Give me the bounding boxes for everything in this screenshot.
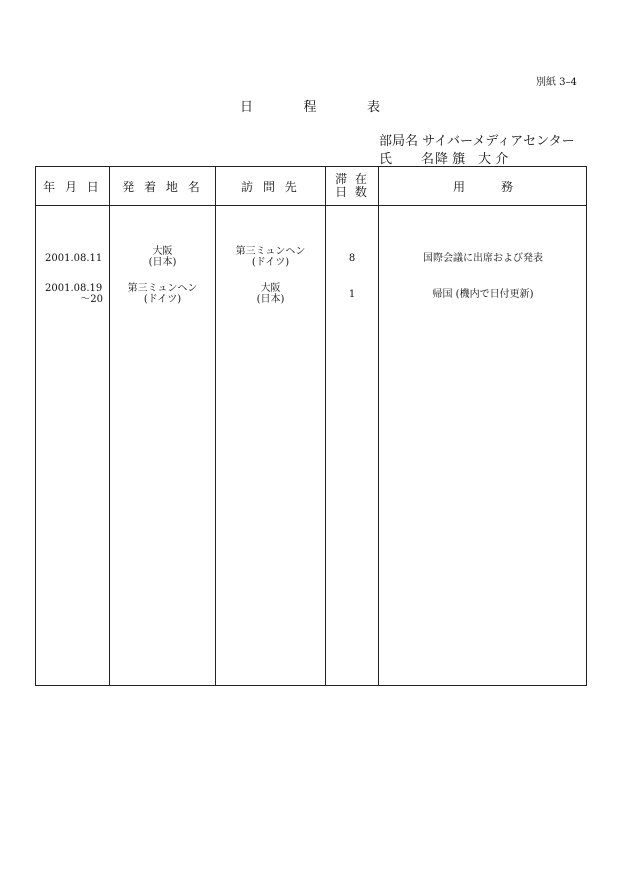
col-divider-3 bbox=[325, 167, 326, 685]
col-divider-2 bbox=[215, 167, 216, 685]
row1-destination-country: (ドイツ) bbox=[251, 257, 290, 268]
header-purpose: 用 務 bbox=[452, 179, 513, 194]
row2-purpose: 帰国 (機内で日付更新) bbox=[432, 289, 534, 300]
title-char-2: 程 bbox=[303, 100, 317, 115]
row1-destination bbox=[216, 246, 325, 268]
title-char-3: 表 bbox=[366, 100, 380, 115]
row2-origin-country: (ドイツ) bbox=[143, 294, 182, 305]
header-destination: 訪 問 先 bbox=[241, 179, 300, 194]
header-date: 年 月 日 bbox=[43, 179, 102, 194]
row2-origin-city: 第三ミュンヘン bbox=[127, 283, 198, 294]
row2-destination bbox=[216, 283, 325, 305]
person-line bbox=[379, 148, 508, 167]
header-divider bbox=[36, 205, 586, 206]
header-origin: 発 着 地 名 bbox=[122, 179, 203, 194]
col-divider-4 bbox=[378, 167, 379, 685]
row2-origin bbox=[110, 283, 215, 305]
row1-destination-city: 第三ミュンヘン bbox=[235, 246, 306, 257]
person-label: 氏 名 bbox=[379, 152, 443, 167]
row1-purpose: 国際会議に出席および発表 bbox=[423, 253, 543, 264]
header-stay-days bbox=[326, 167, 378, 205]
page-title bbox=[240, 96, 380, 115]
row1-days: 8 bbox=[348, 253, 356, 264]
reference-number: 別紙 3–4 bbox=[536, 77, 577, 88]
header-stay-line1: 滞 在 bbox=[335, 172, 369, 186]
department-line bbox=[379, 130, 575, 149]
title-char-1: 日 bbox=[240, 100, 254, 115]
row1-origin bbox=[110, 246, 215, 268]
row2-destination-country: (日本) bbox=[256, 294, 285, 305]
row1-origin-city: 大阪 bbox=[152, 246, 173, 257]
department-value: サイバーメディアセンター bbox=[422, 134, 575, 149]
row2-destination-city: 大阪 bbox=[260, 283, 281, 294]
row2-date-end: 〜20 bbox=[80, 294, 103, 305]
department-label: 部局名 bbox=[379, 134, 419, 149]
header-stay-line2: 日 数 bbox=[335, 185, 369, 199]
row1-date: 2001.08.11 bbox=[45, 253, 103, 264]
row2-date: 2001.08.19 bbox=[45, 283, 103, 294]
row2-days: 1 bbox=[348, 289, 356, 300]
schedule-table bbox=[35, 166, 587, 686]
person-name: 降 籏 大 介 bbox=[435, 152, 509, 167]
col-divider-1 bbox=[109, 167, 110, 685]
row1-origin-country: (日本) bbox=[148, 257, 177, 268]
